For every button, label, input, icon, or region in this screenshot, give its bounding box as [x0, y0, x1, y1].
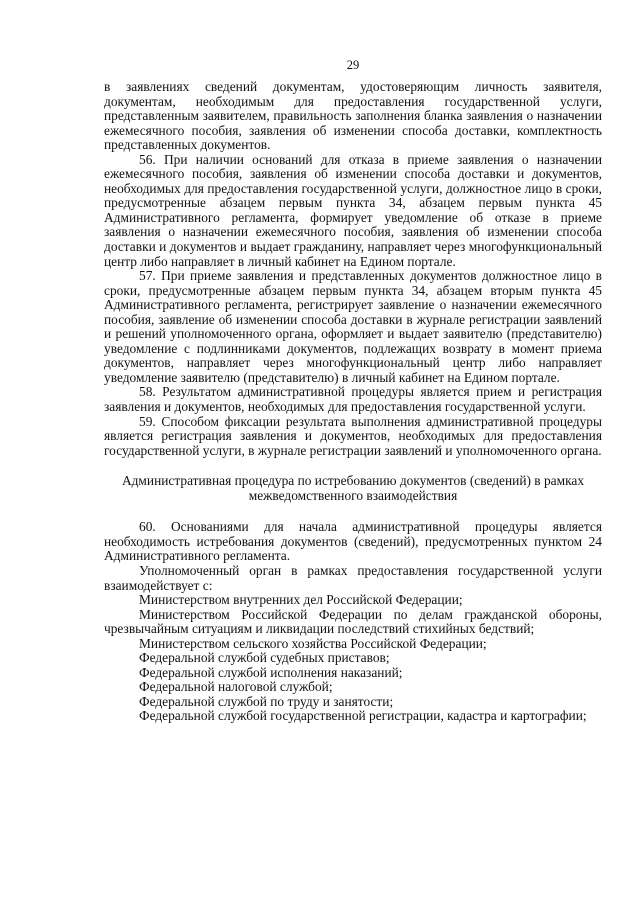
paragraph-59: 59. Способом фиксации результата выполнения административной процедуры является регистрация заявления и документов, необходимых для предоставления государственной услуги, в журнале регистрации заявлений и уполномоченного органа. — [104, 413, 602, 458]
list-item: Министерством сельского хозяйства Российской Федерации; — [139, 635, 487, 651]
document-page — [104, 58, 602, 724]
list-item: Министерством Российской Федерации по делам гражданской обороны, чрезвычайным ситуациям и ликвидации последствий стихийных бедствий; — [104, 606, 602, 637]
paragraph-60: 60. Основаниями для начала административной процедуры является необходимость истребования документов (сведений), предусмотренных пунктом 24 Административного регламента. — [104, 519, 602, 564]
list-item: Федеральной службой судебных приставов; — [139, 650, 390, 666]
paragraph-57: 57. При приеме заявления и представленных документов должностное лицо в сроки, предусмотренные абзацем первым пункта 34, абзацем вторым пункта 45 Административного регламента, регистрирует заявление о назначении ежемесячного пособия, заявление об изменении способа доставки в журнале регистрации заявлений и решений уполномоченного органа, оформляет и выдает заявителю (представителю) уведомление с подлинниками документов, подлежащих возврату в момент приема документов, направляет через многофункциональный центр либо направляет уведомление заявителю (представителю) в личный кабинет на Едином портале. — [104, 268, 602, 385]
page-number: 29 — [346, 58, 360, 72]
top-paragraphs — [104, 80, 602, 458]
paragraph-interaction-intro: Уполномоченный орган в рамках предоставления государственной услуги взаимодействует с: — [104, 562, 602, 593]
paragraph-continuation: в заявлениях сведений документам, удостоверяющим личность заявителя, документам, необходимым для предоставления государственной услуги, представленным заявителем, правильность заполнения бланка заявления о назначении ежемесячного пособия, заявления об изменении способа доставки, комплектность представленных документов. — [104, 79, 602, 153]
section-heading: Административная процедура по истребованию документов (сведений) в рамках межведомственного взаимодействия — [121, 473, 585, 503]
bottom-paragraphs — [104, 520, 602, 724]
list-item: Федеральной службой исполнения наказаний; — [139, 664, 403, 680]
list-item: Федеральной налоговой службой; — [139, 679, 333, 695]
paragraph-58: 58. Результатом административной процедуры является прием и регистрация заявления и документов, необходимых для предоставления государственной услуги. — [104, 384, 602, 415]
list-item: Министерством внутренних дел Российской Федерации; — [139, 592, 463, 608]
list-item: Федеральной службой государственной регистрации, кадастра и картографии; — [139, 708, 587, 724]
paragraph-56: 56. При наличии оснований для отказа в приеме заявления о назначении ежемесячного пособия, заявления об изменении способа доставки и документов, необходимых для предоставления государственной услуги, должностное лицо в сроки, предусмотренные абзацем первым пункта 34, абзацем первым пункта 45 Административного регламента, формирует уведомление об отказе в приеме заявления о назначении ежемесячного пособия, заявления об изменении способа доставки и документов и выдает гражданину, направляет через многофункциональный центр либо направляет в личный кабинет на Едином портале. — [104, 151, 602, 269]
list-item: Федеральной службой по труду и занятости; — [139, 693, 394, 709]
